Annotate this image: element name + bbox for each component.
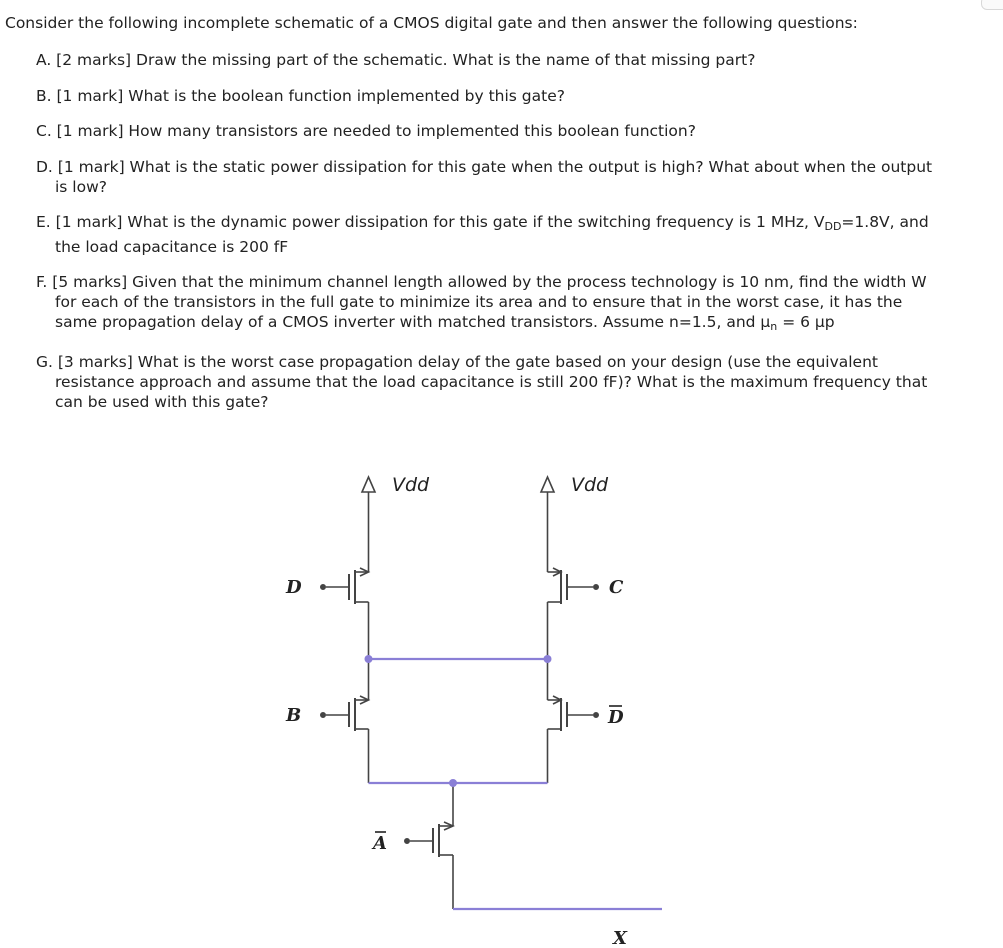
vdd-subscript: DD — [824, 220, 842, 233]
question-d-line1: D. [1 mark] What is the static power dissipation for this gate when the output is high? What about when the output — [36, 158, 933, 176]
input-dbar-label: D — [608, 707, 624, 728]
transistor-dbar — [548, 659, 599, 783]
input-d-label: D — [286, 577, 302, 598]
question-c-text: C. [1 mark] How many transistors are needed to implemented this boolean function? — [36, 122, 696, 140]
question-f-line1: F. [5 marks] Given that the minimum channel length allowed by the process technology is 10 nm, find the width W — [36, 273, 927, 291]
vdd-right-label: Vdd — [571, 474, 609, 496]
input-c-label: C — [609, 577, 624, 598]
transistor-d — [321, 568, 369, 659]
question-g-line1: G. [3 marks] What is the worst case propagation delay of the gate based on your design (use the equivalent — [36, 353, 878, 371]
question-d-line2: is low? — [55, 178, 108, 196]
wires-highlight — [369, 659, 663, 909]
mu-n-subscript: n — [770, 320, 778, 333]
intro-text: Consider the following incomplete schematic of a CMOS digital gate and then answer the following questions: — [5, 14, 858, 32]
transistor-c — [548, 568, 599, 659]
wires-dark — [321, 477, 598, 909]
question-a-text: A. [2 marks] Draw the missing part of the schematic. What is the name of that missing part? — [36, 51, 756, 69]
vdd-left-symbol — [362, 477, 375, 492]
question-f-line3-pre: same propagation delay of a CMOS inverter with matched transistors. Assume n=1.5, and μ — [55, 313, 771, 331]
transistor-b — [321, 659, 369, 783]
question-g-line3: can be used with this gate? — [55, 393, 269, 411]
question-g-line2: resistance approach and assume that the load capacitance is still 200 fF)? What is the maximum frequency that — [55, 373, 928, 391]
question-e-line1-post: =1.8V, and — [841, 213, 929, 231]
junction-dots — [365, 655, 552, 787]
input-abar-label: A — [373, 833, 387, 854]
transistor-abar — [405, 783, 453, 909]
question-f-line3-post: = 6 μp — [777, 313, 835, 331]
vdd-right-symbol — [541, 477, 554, 492]
output-x-label: X — [613, 928, 627, 948]
vdd-left-label: Vdd — [392, 474, 430, 496]
input-b-label: B — [286, 705, 302, 726]
question-e-line1-pre: E. [1 mark] What is the dynamic power dissipation for this gate if the switching frequency is 1 MHz, V — [36, 213, 825, 231]
question-f-line2: for each of the transistors in the full gate to minimize its area and to ensure that in the worst case, it has the — [55, 293, 903, 311]
question-e-line2: the load capacitance is 200 fF — [55, 238, 289, 256]
question-b-text: B. [1 mark] What is the boolean function implemented by this gate? — [36, 87, 565, 105]
